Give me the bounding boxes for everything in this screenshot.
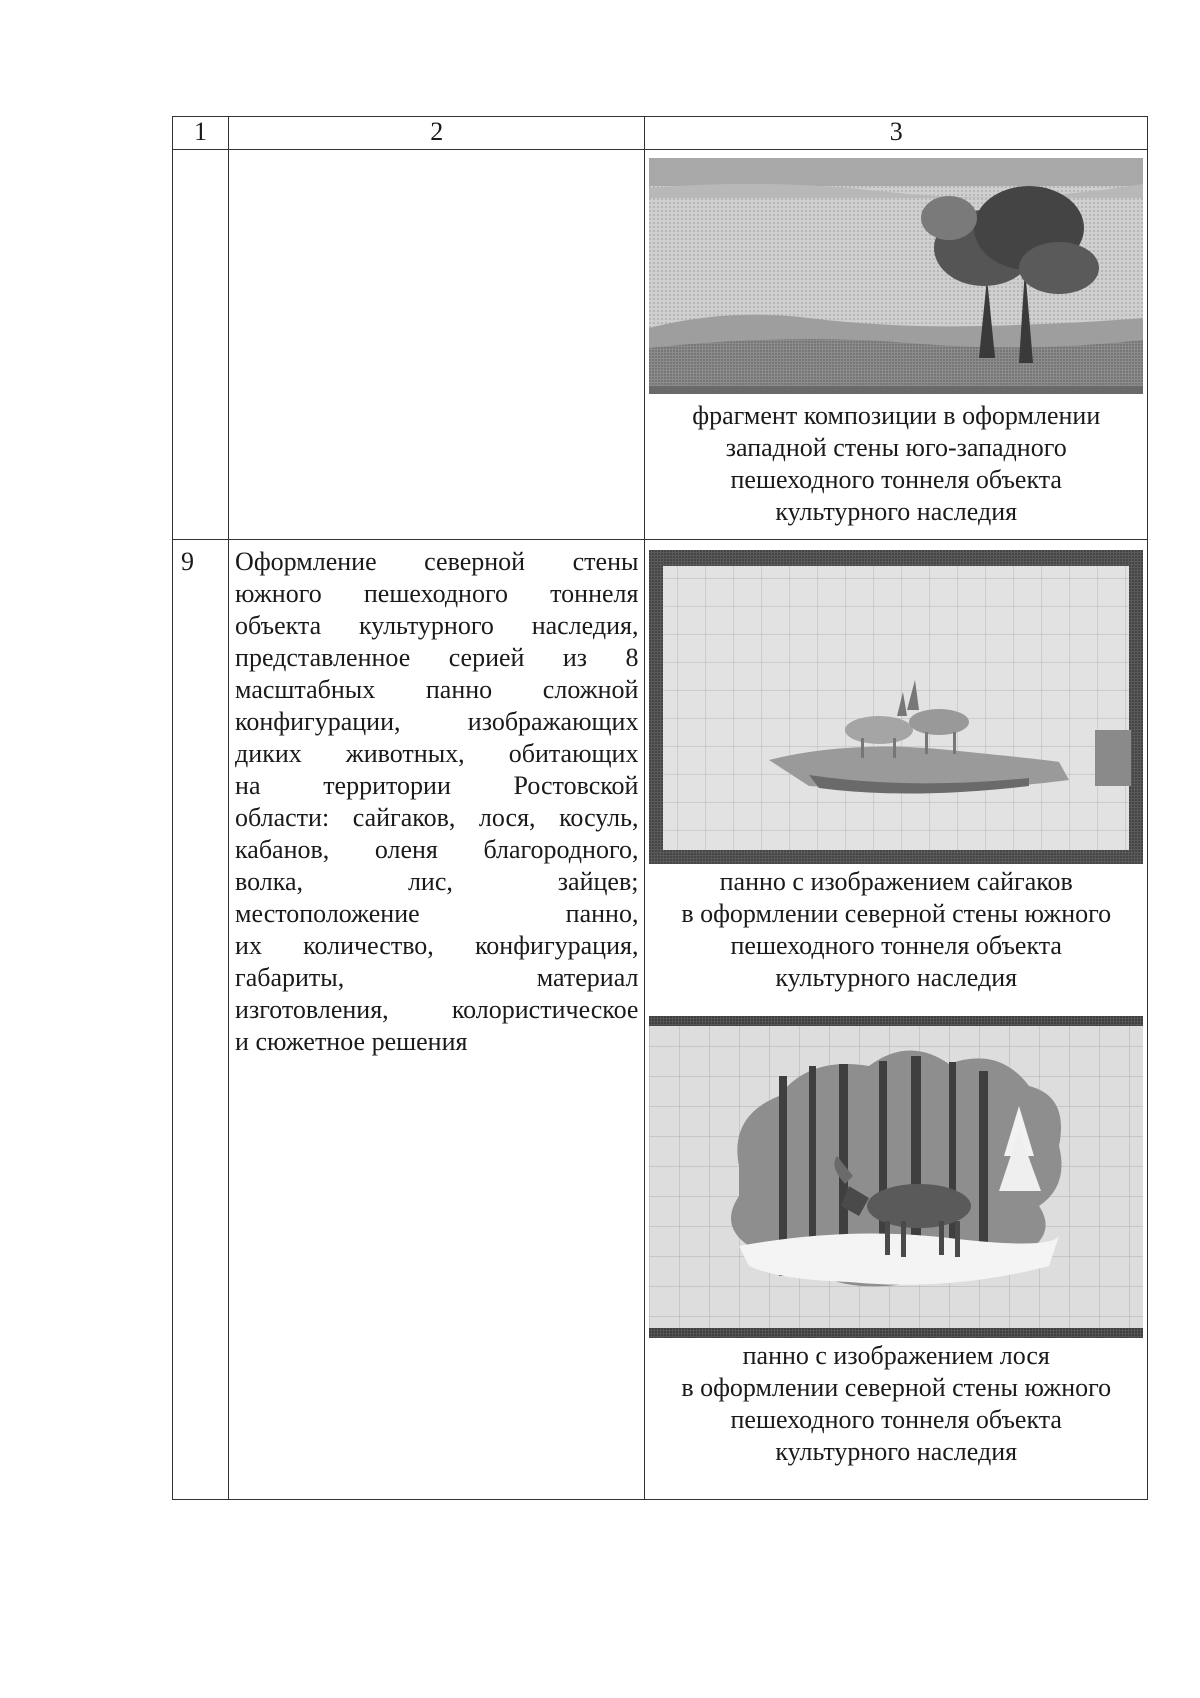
- header-cell-3: 3: [645, 117, 1148, 150]
- caption-line: пешеходного тоннеля объекта: [730, 931, 1062, 960]
- description-line: масштабных панно сложной: [235, 675, 639, 704]
- caption-line: панно с изображением лося: [742, 1341, 1050, 1370]
- header-cell-2: 2: [229, 117, 645, 150]
- description-line: диких животных, обитающих: [235, 739, 639, 768]
- row-figures: [645, 540, 1148, 1500]
- row-figures: [645, 150, 1148, 540]
- caption-line: культурного наследия: [775, 1437, 1018, 1466]
- figure-caption: [645, 1340, 1147, 1468]
- caption-line: культурного наследия: [775, 963, 1018, 992]
- caption-line: пешеходного тоннеля объекта: [730, 465, 1062, 494]
- table-header-row: [173, 117, 1148, 150]
- figure-landscape-fragment: [645, 150, 1147, 528]
- caption-line: пешеходного тоннеля объекта: [730, 1405, 1062, 1434]
- caption-line: в оформлении северной стены южного: [681, 1373, 1112, 1402]
- description-line: габариты, материал: [235, 963, 639, 992]
- description-line: кабанов, оленя благородного,: [235, 835, 639, 864]
- description-line: конфигурации, изображающих: [235, 707, 639, 736]
- table-row: [173, 150, 1148, 540]
- table-row: [173, 540, 1148, 1500]
- description-line: Оформление северной стены: [235, 547, 639, 576]
- description-line: объекта культурного наследия,: [235, 611, 639, 640]
- description-line: области: сайгаков, лося, косуль,: [235, 803, 639, 832]
- description-line: их количество, конфигурация,: [235, 931, 639, 960]
- caption-line: культурного наследия: [775, 497, 1018, 526]
- row-number: 9: [173, 540, 229, 1500]
- description-line: изготовления, колористическое: [235, 995, 639, 1024]
- row-description: [229, 150, 645, 540]
- document-page: [172, 116, 1148, 1503]
- description-line: представленное серией из 8: [235, 643, 639, 672]
- figure-moose-panel: [645, 994, 1147, 1468]
- header-cell-1: 1: [173, 117, 229, 150]
- description-line: волка, лис, зайцев;: [235, 867, 639, 896]
- caption-line: фрагмент композиции в оформлении: [692, 401, 1101, 430]
- description-line: на территории Ростовской: [235, 771, 639, 800]
- landscape-image: [649, 158, 1143, 394]
- moose-panel-image: [649, 1016, 1143, 1338]
- row-number: [173, 150, 229, 540]
- figure-caption: [645, 400, 1147, 528]
- caption-line: в оформлении северной стены южного: [681, 899, 1112, 928]
- figure-saiga-panel: [645, 540, 1147, 994]
- description-line: и сюжетное решения: [235, 1027, 468, 1056]
- description-line: южного пешеходного тоннеля: [235, 579, 639, 608]
- heritage-table: [172, 116, 1148, 1500]
- caption-line: панно с изображением сайгаков: [719, 867, 1073, 896]
- row-description: [229, 540, 645, 1500]
- description-line: местоположение панно,: [235, 899, 639, 928]
- caption-line: западной стены юго-западного: [725, 433, 1067, 462]
- figure-caption: [645, 866, 1147, 994]
- saiga-panel-image: [649, 550, 1143, 864]
